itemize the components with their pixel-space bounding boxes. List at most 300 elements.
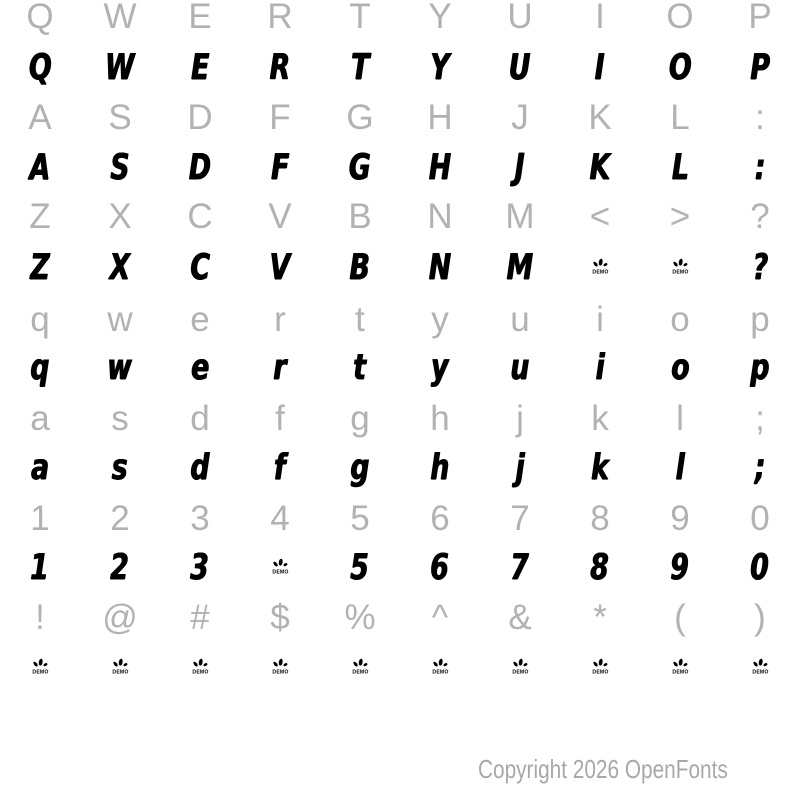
glyph-char: G xyxy=(349,147,371,188)
charmap-row xyxy=(0,43,800,93)
glyph-char: j xyxy=(515,447,525,488)
glyph-cell xyxy=(400,343,480,393)
glyph-cell xyxy=(160,343,240,393)
glyph-char: L xyxy=(671,147,689,188)
glyph-char: u xyxy=(510,300,530,339)
glyph-cell xyxy=(240,295,320,345)
demo-watermark-icon xyxy=(271,657,290,679)
glyph-cell xyxy=(640,243,720,293)
glyph-char: 2 xyxy=(110,499,130,538)
glyph-char: W xyxy=(105,47,135,88)
charmap-row xyxy=(0,394,800,444)
glyph-char: 7 xyxy=(510,499,530,538)
glyph-char: @ xyxy=(102,598,138,637)
glyph-cell xyxy=(720,443,800,493)
glyph-cell xyxy=(720,394,800,444)
glyph-cell xyxy=(640,43,720,93)
glyph-char: 7 xyxy=(510,547,530,588)
glyph-char: # xyxy=(190,598,210,637)
glyph-cell xyxy=(0,93,80,143)
glyph-cell xyxy=(240,0,320,42)
glyph-cell xyxy=(160,192,240,242)
glyph-cell xyxy=(480,243,560,293)
glyph-char: e xyxy=(190,347,210,388)
glyph-char: i xyxy=(596,300,604,339)
glyph-char: l xyxy=(676,399,684,438)
demo-watermark-icon xyxy=(431,657,450,679)
charmap-row xyxy=(0,643,800,693)
glyph-cell xyxy=(80,443,160,493)
glyph-char: V xyxy=(269,247,291,288)
glyph-char: 5 xyxy=(350,547,370,588)
glyph-cell xyxy=(240,93,320,143)
glyph-cell xyxy=(320,43,400,93)
glyph-char: ( xyxy=(674,598,686,637)
glyph-char: P xyxy=(750,47,770,88)
glyph-cell xyxy=(320,394,400,444)
glyph-cell xyxy=(720,43,800,93)
glyph-cell xyxy=(320,143,400,193)
demo-watermark-label: DEMO xyxy=(671,269,689,276)
glyph-char: 3 xyxy=(190,547,210,588)
glyph-cell xyxy=(160,243,240,293)
glyph-cell xyxy=(560,243,640,293)
glyph-cell xyxy=(640,593,720,643)
glyph-char: % xyxy=(344,598,376,637)
glyph-cell xyxy=(80,593,160,643)
glyph-cell xyxy=(320,593,400,643)
glyph-cell xyxy=(480,143,560,193)
glyph-cell xyxy=(480,543,560,593)
glyph-cell xyxy=(400,643,480,693)
glyph-cell xyxy=(640,93,720,143)
demo-watermark-icon xyxy=(191,657,210,679)
glyph-char: E xyxy=(190,47,210,88)
glyph-char: t xyxy=(355,300,365,339)
glyph-cell xyxy=(240,343,320,393)
glyph-char: 1 xyxy=(30,547,50,588)
glyph-char: a xyxy=(30,399,50,438)
glyph-cell xyxy=(0,43,80,93)
glyph-char: s xyxy=(111,399,129,438)
glyph-cell xyxy=(640,295,720,345)
glyph-char: B xyxy=(348,197,372,236)
glyph-char: u xyxy=(510,347,530,388)
glyph-char: O xyxy=(668,47,692,88)
glyph-cell xyxy=(480,93,560,143)
glyph-cell xyxy=(720,494,800,544)
glyph-cell xyxy=(80,243,160,293)
glyph-cell xyxy=(480,343,560,393)
glyph-cell xyxy=(400,143,480,193)
glyph-char: ) xyxy=(754,598,766,637)
glyph-cell xyxy=(640,394,720,444)
glyph-cell xyxy=(560,0,640,42)
glyph-cell xyxy=(160,543,240,593)
glyph-char: r xyxy=(273,347,287,388)
glyph-char: H xyxy=(428,147,452,188)
glyph-char: o xyxy=(670,347,690,388)
glyph-cell xyxy=(80,295,160,345)
glyph-cell xyxy=(240,243,320,293)
glyph-char: ; xyxy=(754,447,766,488)
glyph-char: Y xyxy=(430,47,450,88)
charmap-row xyxy=(0,443,800,493)
glyph-cell xyxy=(320,192,400,242)
glyph-char: T xyxy=(349,0,371,36)
glyph-char: T xyxy=(350,47,370,88)
glyph-cell xyxy=(480,494,560,544)
glyph-char: 9 xyxy=(670,499,690,538)
demo-watermark-icon xyxy=(591,657,610,679)
glyph-cell xyxy=(400,295,480,345)
demo-watermark-label: DEMO xyxy=(111,669,129,676)
glyph-cell xyxy=(320,343,400,393)
glyph-char: ? xyxy=(750,197,770,236)
glyph-char: U xyxy=(509,47,531,88)
demo-watermark-icon xyxy=(351,657,370,679)
charmap-row xyxy=(0,143,800,193)
glyph-char: l xyxy=(675,447,685,488)
glyph-cell xyxy=(640,143,720,193)
glyph-char: X xyxy=(108,197,132,236)
glyph-cell xyxy=(0,394,80,444)
demo-watermark-icon xyxy=(591,257,610,279)
glyph-cell xyxy=(80,93,160,143)
demo-watermark-label: DEMO xyxy=(671,669,689,676)
glyph-cell xyxy=(320,295,400,345)
glyph-char: E xyxy=(188,0,212,36)
glyph-char: P xyxy=(748,0,772,36)
glyph-char: F xyxy=(270,147,290,188)
glyph-char: M xyxy=(506,247,534,288)
glyph-cell xyxy=(720,543,800,593)
glyph-cell xyxy=(640,192,720,242)
glyph-cell xyxy=(80,543,160,593)
demo-watermark-label: DEMO xyxy=(31,669,49,676)
glyph-cell xyxy=(80,394,160,444)
glyph-cell xyxy=(480,593,560,643)
glyph-char: Z xyxy=(30,247,50,288)
glyph-char: j xyxy=(516,399,524,438)
glyph-char: H xyxy=(427,98,453,137)
glyph-cell xyxy=(720,593,800,643)
glyph-cell xyxy=(560,394,640,444)
charmap-row xyxy=(0,243,800,293)
glyph-cell xyxy=(560,543,640,593)
glyph-char: f xyxy=(274,447,286,488)
glyph-cell xyxy=(320,494,400,544)
glyph-cell xyxy=(80,343,160,393)
glyph-cell xyxy=(240,143,320,193)
glyph-char: h xyxy=(430,447,450,488)
glyph-char: R xyxy=(269,47,291,88)
glyph-cell xyxy=(480,43,560,93)
charmap-row xyxy=(0,295,800,345)
glyph-cell xyxy=(720,643,800,693)
glyph-char: 0 xyxy=(750,499,770,538)
glyph-char: d xyxy=(190,399,210,438)
glyph-char: K xyxy=(589,147,611,188)
glyph-cell xyxy=(400,192,480,242)
glyph-cell xyxy=(0,143,80,193)
glyph-cell xyxy=(80,643,160,693)
glyph-char: D xyxy=(188,147,212,188)
glyph-char: V xyxy=(268,197,292,236)
glyph-cell xyxy=(80,0,160,42)
glyph-char: N xyxy=(427,197,453,236)
glyph-char: 0 xyxy=(750,547,770,588)
glyph-cell xyxy=(560,143,640,193)
glyph-cell xyxy=(0,643,80,693)
demo-watermark-label: DEMO xyxy=(271,669,289,676)
glyph-cell xyxy=(560,343,640,393)
glyph-cell xyxy=(640,443,720,493)
glyph-cell xyxy=(560,443,640,493)
glyph-char: R xyxy=(267,0,293,36)
glyph-char: L xyxy=(670,98,690,137)
charmap-row xyxy=(0,494,800,544)
glyph-cell xyxy=(560,192,640,242)
glyph-char: C xyxy=(190,247,210,288)
glyph-char: ? xyxy=(752,247,768,288)
glyph-char: & xyxy=(508,598,532,637)
glyph-char: d xyxy=(190,447,210,488)
glyph-cell xyxy=(480,394,560,444)
glyph-char: 8 xyxy=(590,547,610,588)
glyph-cell xyxy=(0,295,80,345)
glyph-char: $ xyxy=(270,598,290,637)
glyph-char: f xyxy=(275,399,285,438)
glyph-char: X xyxy=(109,247,131,288)
glyph-cell xyxy=(640,343,720,393)
glyph-cell xyxy=(240,593,320,643)
glyph-cell xyxy=(160,143,240,193)
glyph-char: D xyxy=(187,98,213,137)
glyph-char: k xyxy=(591,399,609,438)
glyph-char: w xyxy=(107,300,133,339)
glyph-char: Q xyxy=(26,0,54,36)
glyph-cell xyxy=(160,295,240,345)
glyph-cell xyxy=(480,295,560,345)
charmap-row xyxy=(0,543,800,593)
glyph-cell xyxy=(640,643,720,693)
glyph-cell xyxy=(640,0,720,42)
glyph-cell xyxy=(240,643,320,693)
demo-watermark-icon xyxy=(671,257,690,279)
demo-watermark-label: DEMO xyxy=(751,669,769,676)
glyph-cell xyxy=(240,43,320,93)
glyph-char: 3 xyxy=(190,499,210,538)
demo-watermark-icon xyxy=(111,657,130,679)
glyph-cell xyxy=(160,0,240,42)
glyph-cell xyxy=(0,443,80,493)
glyph-cell xyxy=(560,643,640,693)
glyph-cell xyxy=(720,93,800,143)
glyph-cell xyxy=(160,394,240,444)
glyph-char: 6 xyxy=(430,547,450,588)
glyph-char: O xyxy=(666,0,694,36)
glyph-char: g xyxy=(350,399,370,438)
glyph-cell xyxy=(400,443,480,493)
glyph-cell xyxy=(480,192,560,242)
glyph-cell xyxy=(0,593,80,643)
glyph-char: y xyxy=(431,347,449,388)
glyph-char: < xyxy=(589,197,611,236)
glyph-cell xyxy=(160,494,240,544)
glyph-char: A xyxy=(28,98,52,137)
glyph-cell xyxy=(320,243,400,293)
glyph-cell xyxy=(0,543,80,593)
glyph-cell xyxy=(400,593,480,643)
glyph-char: ; xyxy=(755,399,765,438)
glyph-char: y xyxy=(431,300,449,339)
glyph-char: C xyxy=(187,197,213,236)
glyph-char: 4 xyxy=(270,499,290,538)
glyph-char: w xyxy=(107,347,133,388)
glyph-char: A xyxy=(29,147,51,188)
glyph-cell xyxy=(160,443,240,493)
glyph-cell xyxy=(720,0,800,42)
glyph-char: e xyxy=(190,300,210,339)
glyph-char: r xyxy=(274,300,286,339)
glyph-cell xyxy=(400,494,480,544)
glyph-cell xyxy=(720,143,800,193)
glyph-char: N xyxy=(428,247,452,288)
glyph-cell xyxy=(0,494,80,544)
glyph-char: s xyxy=(112,447,128,488)
glyph-cell xyxy=(240,543,320,593)
demo-watermark-icon xyxy=(671,657,690,679)
glyph-cell xyxy=(0,343,80,393)
glyph-char: 1 xyxy=(30,499,50,538)
charmap-row xyxy=(0,192,800,242)
glyph-char: G xyxy=(346,98,374,137)
glyph-char: W xyxy=(103,0,137,36)
glyph-char: i xyxy=(595,347,605,388)
charmap-row xyxy=(0,0,800,42)
glyph-char: ! xyxy=(35,598,45,637)
glyph-cell xyxy=(240,494,320,544)
glyph-cell xyxy=(320,93,400,143)
glyph-char: B xyxy=(349,247,371,288)
glyph-char: Q xyxy=(28,47,52,88)
glyph-char: h xyxy=(430,399,450,438)
demo-watermark-label: DEMO xyxy=(591,269,609,276)
glyph-cell xyxy=(720,295,800,345)
glyph-char: ^ xyxy=(431,598,449,637)
glyph-cell xyxy=(80,43,160,93)
glyph-char: o xyxy=(670,300,690,339)
glyph-cell xyxy=(80,192,160,242)
glyph-char: I xyxy=(595,47,605,88)
glyph-cell xyxy=(640,543,720,593)
copyright-text: Copyright 2026 OpenFonts xyxy=(478,754,728,784)
glyph-cell xyxy=(560,593,640,643)
glyph-cell xyxy=(480,0,560,42)
glyph-char: 9 xyxy=(670,547,690,588)
glyph-cell xyxy=(720,192,800,242)
glyph-char: q xyxy=(30,347,50,388)
glyph-char: S xyxy=(108,98,132,137)
charmap-row xyxy=(0,93,800,143)
glyph-char: Y xyxy=(428,0,452,36)
glyph-cell xyxy=(400,0,480,42)
glyph-char: 5 xyxy=(350,499,370,538)
glyph-char: : xyxy=(754,147,766,188)
glyph-cell xyxy=(240,192,320,242)
glyph-char: p xyxy=(750,300,770,339)
glyph-char: K xyxy=(588,98,612,137)
glyph-cell xyxy=(560,494,640,544)
glyph-cell xyxy=(160,593,240,643)
glyph-cell xyxy=(240,394,320,444)
demo-watermark-label: DEMO xyxy=(191,669,209,676)
glyph-char: F xyxy=(269,98,291,137)
glyph-char: J xyxy=(511,98,529,137)
glyph-char: 2 xyxy=(110,547,130,588)
demo-watermark-icon xyxy=(31,657,50,679)
glyph-char: 8 xyxy=(590,499,610,538)
demo-watermark-label: DEMO xyxy=(351,669,369,676)
glyph-char: t xyxy=(353,347,367,388)
glyph-cell xyxy=(560,93,640,143)
glyph-cell xyxy=(80,494,160,544)
glyph-char: : xyxy=(755,98,765,137)
glyph-cell xyxy=(0,0,80,42)
glyph-char: U xyxy=(507,0,533,36)
demo-watermark-label: DEMO xyxy=(271,569,289,576)
glyph-cell xyxy=(720,243,800,293)
glyph-cell xyxy=(160,643,240,693)
glyph-cell xyxy=(400,243,480,293)
charmap-row xyxy=(0,343,800,393)
demo-watermark-icon xyxy=(751,657,770,679)
glyph-char: J xyxy=(515,147,525,188)
glyph-cell xyxy=(720,343,800,393)
glyph-cell xyxy=(400,93,480,143)
glyph-char: Z xyxy=(29,197,51,236)
glyph-cell xyxy=(160,93,240,143)
glyph-cell xyxy=(400,43,480,93)
glyph-char: 6 xyxy=(430,499,450,538)
glyph-cell xyxy=(320,543,400,593)
demo-watermark-label: DEMO xyxy=(431,669,449,676)
glyph-char: S xyxy=(110,147,130,188)
glyph-char: p xyxy=(750,347,770,388)
glyph-char: > xyxy=(669,197,691,236)
glyph-char: k xyxy=(591,447,609,488)
demo-watermark-icon xyxy=(271,557,290,579)
demo-watermark-label: DEMO xyxy=(511,669,529,676)
glyph-cell xyxy=(480,643,560,693)
glyph-cell xyxy=(320,643,400,693)
glyph-char: I xyxy=(595,0,605,36)
glyph-cell xyxy=(400,543,480,593)
glyph-cell xyxy=(560,43,640,93)
glyph-cell xyxy=(320,443,400,493)
glyph-char: q xyxy=(30,300,50,339)
glyph-cell xyxy=(240,443,320,493)
demo-watermark-label: DEMO xyxy=(591,669,609,676)
glyph-char: M xyxy=(505,197,535,236)
demo-watermark-icon xyxy=(511,657,530,679)
glyph-cell xyxy=(640,494,720,544)
glyph-cell xyxy=(480,443,560,493)
charmap-row xyxy=(0,593,800,643)
glyph-cell xyxy=(80,143,160,193)
glyph-cell xyxy=(400,394,480,444)
